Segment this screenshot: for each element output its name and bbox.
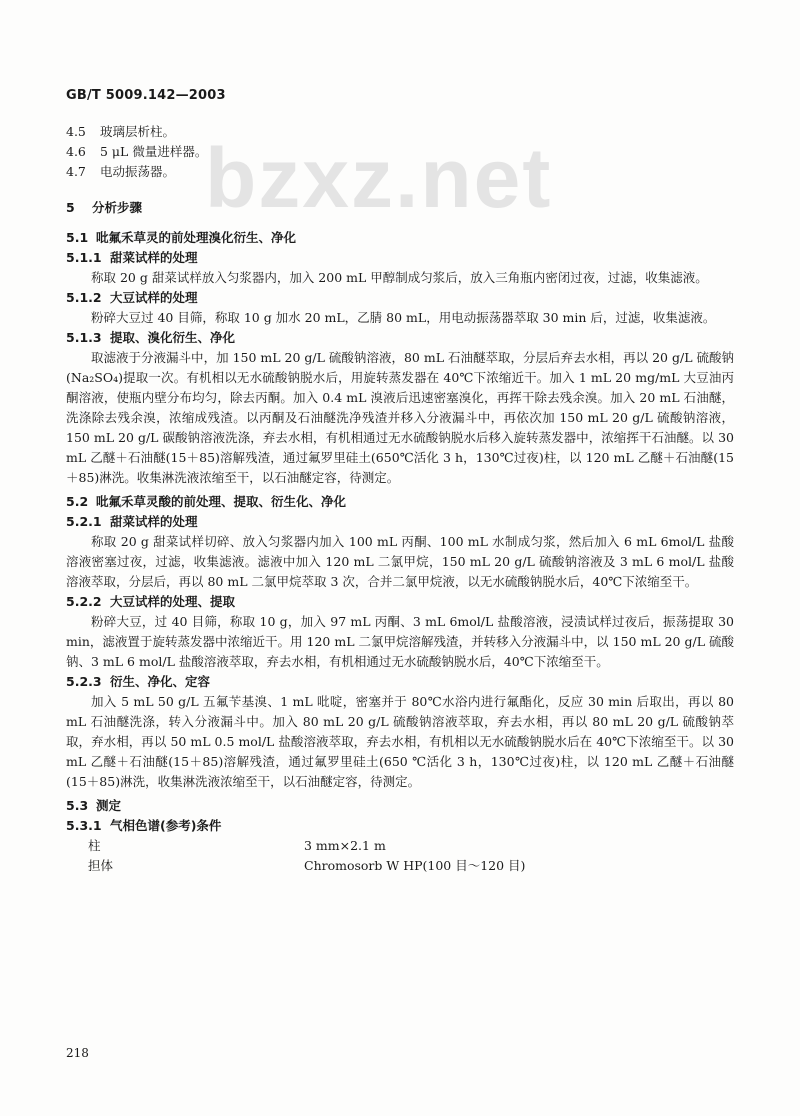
paragraph: 加入 5 mL 50 g/L 五氟苄基溴、1 mL 吡啶，密塞并于 80℃水浴内进行氟酯化，反应 30 min 后取出，再以 80 mL 石油醚洗涤，转入分液漏斗中。加入 80 mL 20 g/L 硫酸钠溶液萃取，弃去水相，再以 80 mL 20 g/L 硫酸钠萃取，弃水相，再以 50 mL 0.5 mol/L 盐酸溶液萃取，弃去水相，有机相以无水硫酸钠脱水后在 40℃下浓缩至干。以 30 mL 乙醚＋石油醚(15＋85)溶解残渣，通过氟罗里硅土(650 ℃活化 3 h，130℃过夜)柱，以 120 mL 乙醚＋石油醚(15＋85)淋洗，收集淋洗液浓缩至干，以石油醚定容，待测定。 xyxy=(66,694,734,789)
subsection-heading: 5.1 吡氟禾草灵的前处理溴化衍生、净化 xyxy=(66,230,297,245)
section-heading: 5 分析步骤 xyxy=(66,200,143,215)
parameter-row: 担体 Chromosorb W HP(100 目～120 目) xyxy=(88,858,526,873)
subsubsection-heading: 5.2.1 甜菜试样的处理 xyxy=(66,514,198,529)
watermark: bzxz.net xyxy=(205,131,553,225)
subsubsection-heading: 5.1.2 大豆试样的处理 xyxy=(66,290,198,305)
subsubsection-heading: 5.2.3 衍生、净化、定容 xyxy=(66,674,211,689)
subsubsection-heading: 5.1.3 提取、溴化衍生、净化 xyxy=(66,330,236,345)
paragraph: 粉碎大豆过 40 目筛，称取 10 g 加水 20 mL，乙腈 80 mL，用电动振荡器萃取 30 min 后，过滤，收集滤液。 xyxy=(91,310,716,325)
list-item: 4.5 玻璃层析柱。 xyxy=(66,124,176,139)
subsection-heading: 5.3 测定 xyxy=(66,798,122,813)
subsubsection-heading: 5.1.1 甜菜试样的处理 xyxy=(66,250,198,265)
paragraph: 称取 20 g 甜菜试样放入匀浆器内，加入 200 mL 甲醇制成匀浆后，放入三角瓶内密闭过夜，过滤，收集滤液。 xyxy=(91,270,708,285)
list-item: 4.6 5 μL 微量进样器。 xyxy=(66,144,208,159)
standard-number-header: GB/T 5009.142—2003 xyxy=(66,88,226,103)
parameter-row: 柱 3 mm×2.1 m xyxy=(88,838,386,853)
paragraph: 称取 20 g 甜菜试样切碎、放入匀浆器内加入 100 mL 丙酮、100 mL 水制成匀浆，然后加入 6 mL 6mol/L 盐酸溶液密塞过夜，过滤，收集滤液。滤液中加入 120 mL 二氯甲烷，150 mL 20 g/L 硫酸钠溶液及 3 mL 6 mol/L 盐酸溶液萃取，分层后，再以 80 mL 二氯甲烷萃取 3 次，合并二氯甲烷液，以无水硫酸钠脱水后，40℃下浓缩至干。 xyxy=(66,534,734,589)
paragraph: 取滤液于分液漏斗中，加 150 mL 20 g/L 硫酸钠溶液，80 mL 石油醚萃取，分层后弃去水相，再以 20 g/L 硫酸钠(Na₂SO₄)提取一次。有机相以无水硫酸钠脱水后，用旋转蒸发器在 40℃下浓缩近干。加入 1 mL 20 mg/mL 大豆油丙酮溶液，使瓶内壁分布均匀，除去丙酮。加入 0.4 mL 溴液后迅速密塞溴化，再挥干除去残余溴。加入 20 mL 石油醚，洗涤除去残余溴，浓缩成残渣。以丙酮及石油醚洗净残渣并移入分液漏斗中，再依次加 150 mL 20 g/L 硫酸钠溶液，150 mL 20 g/L 碳酸钠溶液洗涤，弃去水相，有机相通过无水硫酸钠脱水后移入旋转蒸发器中，浓缩挥干石油醚。以 30 mL 乙醚＋石油醚(15＋85)溶解残渣，通过氟罗里硅土(650℃活化 3 h，130℃过夜)柱，以 120 mL 乙醚＋石油醚(15＋85)淋洗。收集淋洗液浓缩至干，以石油醚定容，待测定。 xyxy=(66,350,734,485)
page-number: 218 xyxy=(66,1046,89,1060)
list-item: 4.7 电动振荡器。 xyxy=(66,164,176,179)
document-body xyxy=(66,122,734,876)
paragraph: 粉碎大豆，过 40 目筛，称取 10 g，加入 97 mL 丙酮、3 mL 6mol/L 盐酸溶液，浸渍试样过夜后，振荡提取 30 min，滤液置于旋转蒸发器中浓缩近干。用 120 mL 二氯甲烷溶解残渣，并转移入分液漏斗中，以 150 mL 20 g/L 硫酸钠、3 mL 6 mol/L 盐酸溶液萃取，弃去水相，有机相通过无水硫酸钠脱水后，40℃下浓缩至干。 xyxy=(66,614,734,669)
subsubsection-heading: 5.3.1 气相色谱(参考)条件 xyxy=(66,818,222,833)
subsubsection-heading: 5.2.2 大豆试样的处理、提取 xyxy=(66,594,236,609)
subsection-heading: 5.2 吡氟禾草灵酸的前处理、提取、衍生化、净化 xyxy=(66,494,347,509)
